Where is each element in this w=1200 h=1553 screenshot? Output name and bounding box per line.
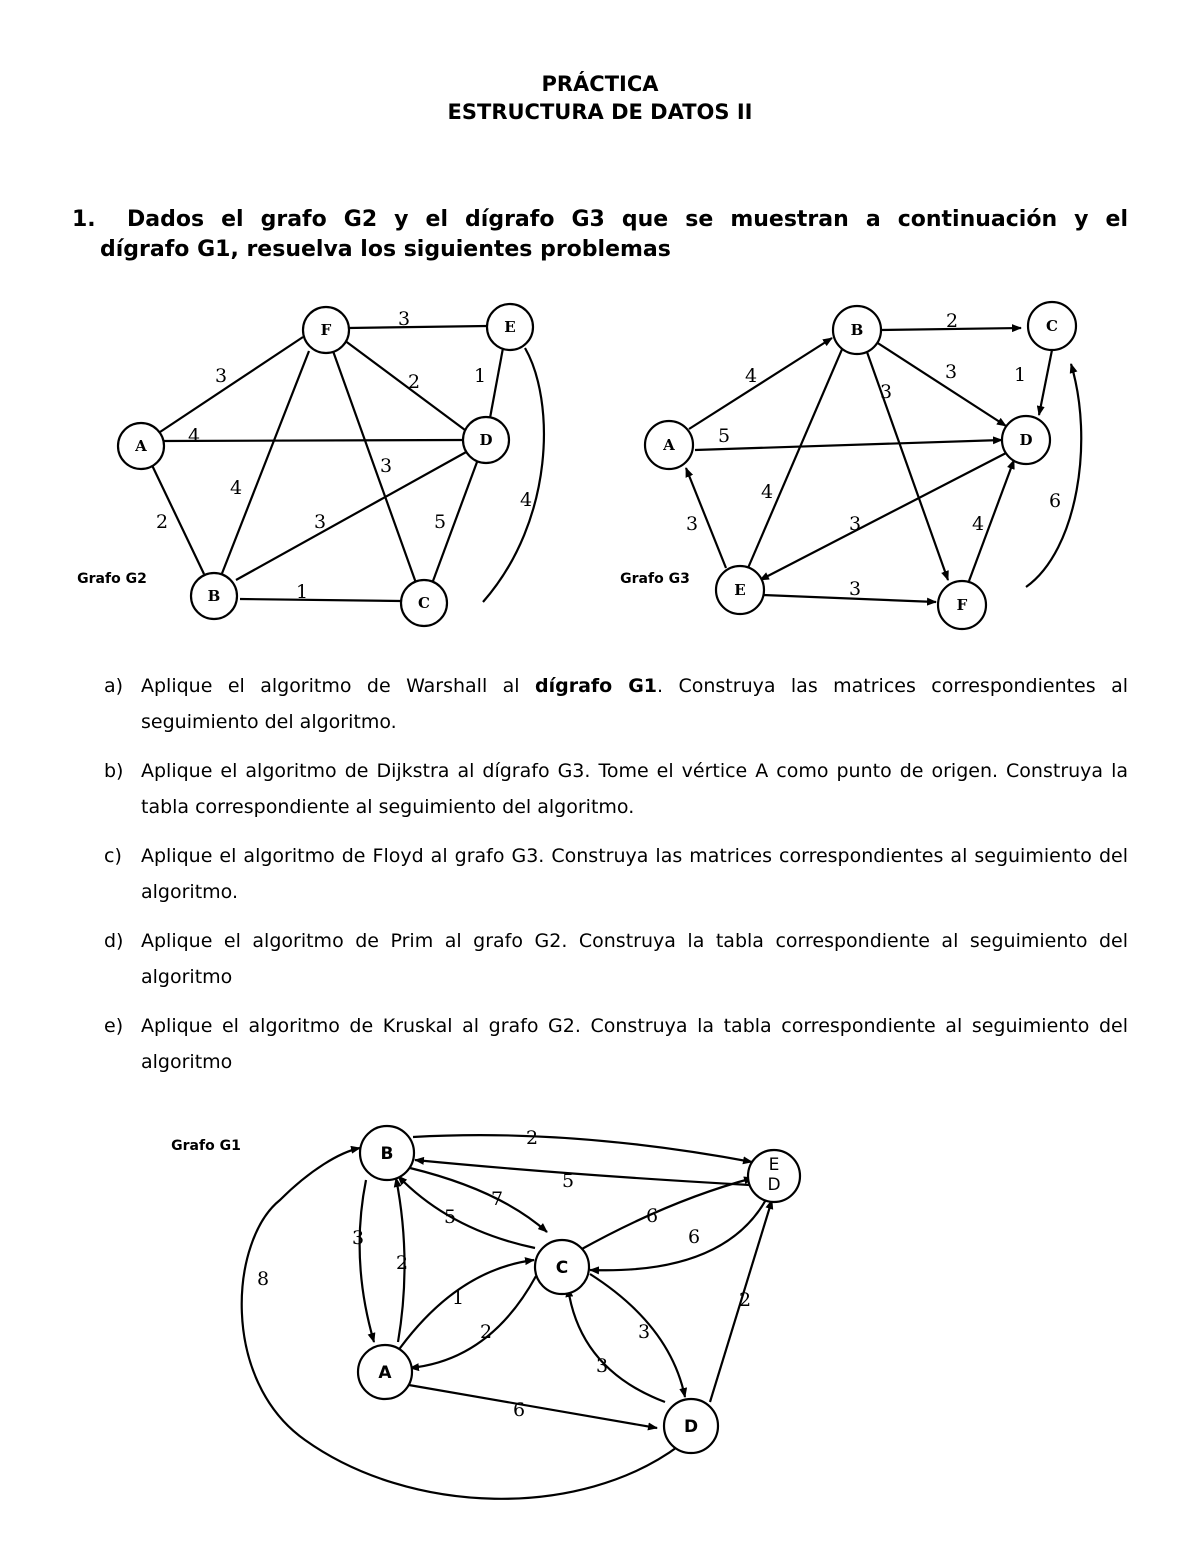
g2-weight-BC: 1	[295, 581, 309, 603]
item-text: Aplique el algoritmo de Kruskal al grafo G2. Construya la tabla correspondiente al seguimiento del algoritmo	[141, 1015, 1128, 1073]
g2-weight-FC: 3	[379, 455, 393, 477]
item-text	[141, 668, 1128, 740]
g1-node-A: A	[378, 1363, 392, 1383]
list-item	[104, 668, 1128, 753]
g1-node-C: C	[555, 1258, 569, 1278]
g2-weight-AD: 4	[187, 425, 201, 447]
g2-weight-FE: 3	[397, 308, 411, 330]
g3-weight-DE: 3	[848, 513, 862, 535]
g3-weight-EA: 3	[685, 513, 699, 535]
g1-weight-ED-C: 6	[687, 1226, 701, 1248]
question-number: 1.	[72, 207, 96, 232]
g3-node-F: F	[956, 596, 968, 614]
item-text-part: Aplique el algoritmo de Warshall al	[141, 675, 535, 697]
g1-node-ED: E D	[767, 1155, 781, 1195]
g3-weight-EF: 3	[848, 578, 862, 600]
graph-g1	[150, 1110, 850, 1520]
question-text-line1: Dados el grafo G2 y el dígrafo G3 que se muestran a continuación y el	[127, 207, 1128, 232]
g1-weight-A-C: 1	[451, 1287, 465, 1309]
list-item	[104, 1008, 1128, 1093]
g1-node-B: B	[380, 1144, 394, 1164]
g3-weight-BC: 2	[945, 310, 959, 332]
page-title: PRÁCTICA	[541, 72, 659, 96]
g3-node-B: B	[850, 321, 864, 339]
question-text-line2: dígrafo G1, resuelva los siguientes problemas	[100, 237, 671, 262]
g1-label: Grafo G1	[171, 1138, 241, 1154]
item-label: d)	[104, 930, 124, 952]
g1-weight-B-A: 3	[351, 1227, 365, 1249]
g2-weight-EC: 4	[519, 489, 533, 511]
g2-node-B: B	[207, 587, 221, 605]
list-item	[104, 838, 1128, 923]
g2-node-E: E	[504, 318, 516, 336]
g1-weight-C-D: 3	[637, 1321, 651, 1343]
g1-weight-C-ED: 6	[645, 1205, 659, 1227]
g2-weight-DC: 5	[433, 511, 447, 533]
g3-node-C: C	[1046, 317, 1058, 335]
g1-weight-C-A: 2	[479, 1321, 493, 1343]
g2-node-A: A	[135, 437, 147, 455]
item-label: b)	[104, 760, 124, 782]
item-label: a)	[104, 675, 124, 697]
g2-label: Grafo G2	[77, 571, 147, 587]
g2-node-D: D	[479, 431, 493, 449]
g1-weight-ED-B: 5	[561, 1170, 575, 1192]
list-item	[104, 923, 1128, 1008]
graph-g2	[0, 290, 600, 640]
item-text: Aplique el algoritmo de Prim al grafo G2. Construya la tabla correspondiente al seguimiento del algoritmo	[141, 930, 1128, 988]
g3-weight-BF: 3	[879, 381, 893, 403]
g2-weight-ED: 1	[473, 365, 487, 387]
item-label: c)	[104, 845, 122, 867]
g3-weight-EB: 4	[760, 481, 774, 503]
g2-weight-FD: 2	[407, 371, 421, 393]
g2-weight-AF: 3	[214, 365, 228, 387]
g1-weight-A-B: 2	[395, 1252, 409, 1274]
g1-node-D: D	[683, 1417, 699, 1437]
g3-label: Grafo G3	[620, 571, 690, 587]
g1-weight-D-B: 8	[256, 1268, 270, 1290]
g1-weight-C-B: 5	[443, 1206, 457, 1228]
g3-node-D: D	[1019, 431, 1033, 449]
g3-weight-BD: 3	[944, 361, 958, 383]
item-text-part: . Construya las matrices correspondientes al seguimiento del algoritmo.	[141, 675, 1128, 733]
g3-weight-AB: 4	[744, 365, 758, 387]
exercise-list	[104, 668, 1128, 1093]
g2-node-F: F	[320, 321, 332, 339]
g1-weight-D-C: 3	[595, 1355, 609, 1377]
g1-weight-B-C: 7	[490, 1188, 504, 1210]
graph-g3	[600, 290, 1200, 640]
item-label: e)	[104, 1015, 124, 1037]
g2-weight-AB: 2	[155, 511, 169, 533]
g1-weight-A-D: 6	[512, 1399, 526, 1421]
item-text: Aplique el algoritmo de Floyd al grafo G3. Construya las matrices correspondientes al seguimiento del algoritmo.	[141, 845, 1128, 903]
g3-weight-DC: 6	[1048, 490, 1062, 512]
page-subtitle: ESTRUCTURA DE DATOS II	[447, 100, 753, 124]
g2-weight-FB: 4	[229, 477, 243, 499]
g3-weight-CD: 1	[1013, 364, 1027, 386]
g3-node-E: E	[734, 581, 746, 599]
g1-weight-D-ED: 2	[738, 1289, 752, 1311]
list-item	[104, 753, 1128, 838]
g3-node-A: A	[663, 436, 675, 454]
g3-weight-FD: 4	[971, 513, 985, 535]
item-text: Aplique el algoritmo de Dijkstra al dígrafo G3. Tome el vértice A como punto de origen. Construya la tabla correspondiente al seguimiento del algoritmo.	[141, 760, 1128, 818]
g1-weight-B-ED: 2	[525, 1127, 539, 1149]
g3-weight-AD: 5	[717, 425, 731, 447]
item-text-bold: dígrafo G1	[534, 675, 658, 697]
g2-node-C: C	[418, 594, 430, 612]
g2-weight-BD: 3	[313, 511, 327, 533]
